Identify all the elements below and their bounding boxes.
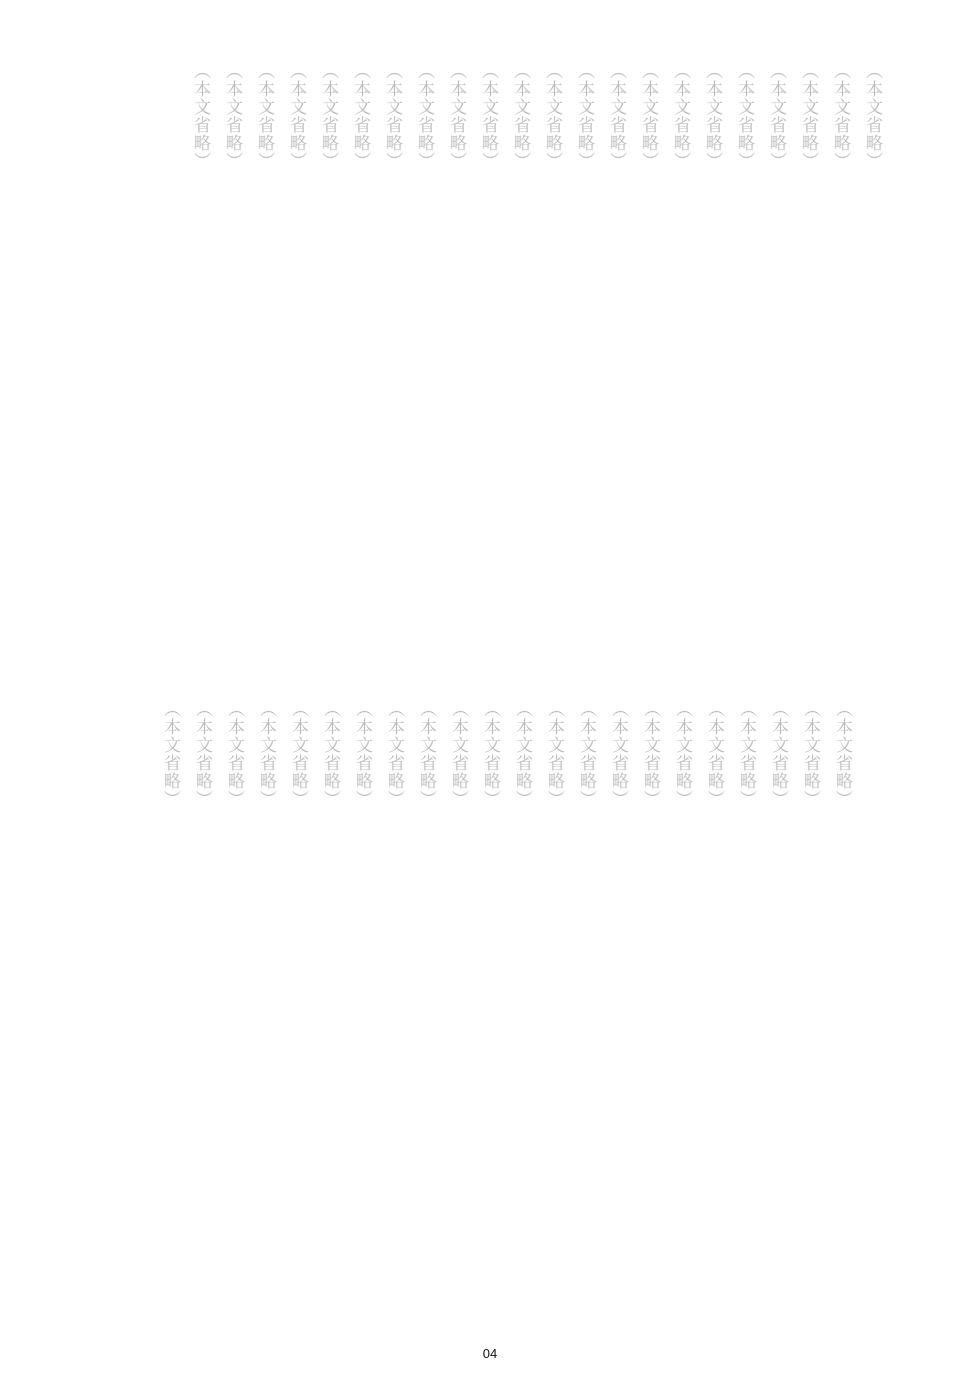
text-column: （本文省略） <box>862 62 882 170</box>
text-column: （本文省略） <box>160 700 180 808</box>
text-column: （本文省略） <box>704 700 724 808</box>
text-column: （本文省略） <box>800 700 820 808</box>
text-column: （本文省略） <box>318 62 338 170</box>
text-column: （本文省略） <box>608 700 628 808</box>
text-column: （本文省略） <box>672 700 692 808</box>
text-column: （本文省略） <box>574 62 594 170</box>
text-column: （本文省略） <box>446 62 466 170</box>
text-column: （本文省略） <box>414 62 434 170</box>
text-column: （本文省略） <box>478 62 498 170</box>
text-column: （本文省略） <box>286 62 306 170</box>
text-column: （本文省略） <box>576 700 596 808</box>
page-number: 04 <box>482 1346 498 1361</box>
text-column: （本文省略） <box>448 700 468 808</box>
text-column: （本文省略） <box>736 700 756 808</box>
text-column: （本文省略） <box>670 62 690 170</box>
text-column: （本文省略） <box>320 700 340 808</box>
text-column: （本文省略） <box>512 700 532 808</box>
text-column: （本文省略） <box>222 62 242 170</box>
text-column: （本文省略） <box>288 700 308 808</box>
top-text-block <box>148 62 888 662</box>
text-column: （本文省略） <box>350 62 370 170</box>
text-column: （本文省略） <box>544 700 564 808</box>
text-column: （本文省略） <box>734 62 754 170</box>
text-column: （本文省略） <box>640 700 660 808</box>
bottom-text-block <box>118 700 858 1290</box>
text-column: （本文省略） <box>224 700 244 808</box>
text-column: （本文省略） <box>510 62 530 170</box>
text-column: （本文省略） <box>766 62 786 170</box>
text-column: （本文省略） <box>254 62 274 170</box>
text-column: （本文省略） <box>798 62 818 170</box>
text-column: （本文省略） <box>480 700 500 808</box>
text-column: （本文省略） <box>192 700 212 808</box>
text-column: （本文省略） <box>542 62 562 170</box>
text-column: （本文省略） <box>638 62 658 170</box>
text-column: （本文省略） <box>832 700 852 808</box>
text-column: （本文省略） <box>352 700 372 808</box>
text-column: （本文省略） <box>702 62 722 170</box>
text-column: （本文省略） <box>606 62 626 170</box>
text-column: （本文省略） <box>416 700 436 808</box>
text-column: （本文省略） <box>382 62 402 170</box>
text-column: （本文省略） <box>256 700 276 808</box>
text-column: （本文省略） <box>768 700 788 808</box>
text-column: （本文省略） <box>830 62 850 170</box>
text-column: （本文省略） <box>384 700 404 808</box>
text-column: （本文省略） <box>190 62 210 170</box>
